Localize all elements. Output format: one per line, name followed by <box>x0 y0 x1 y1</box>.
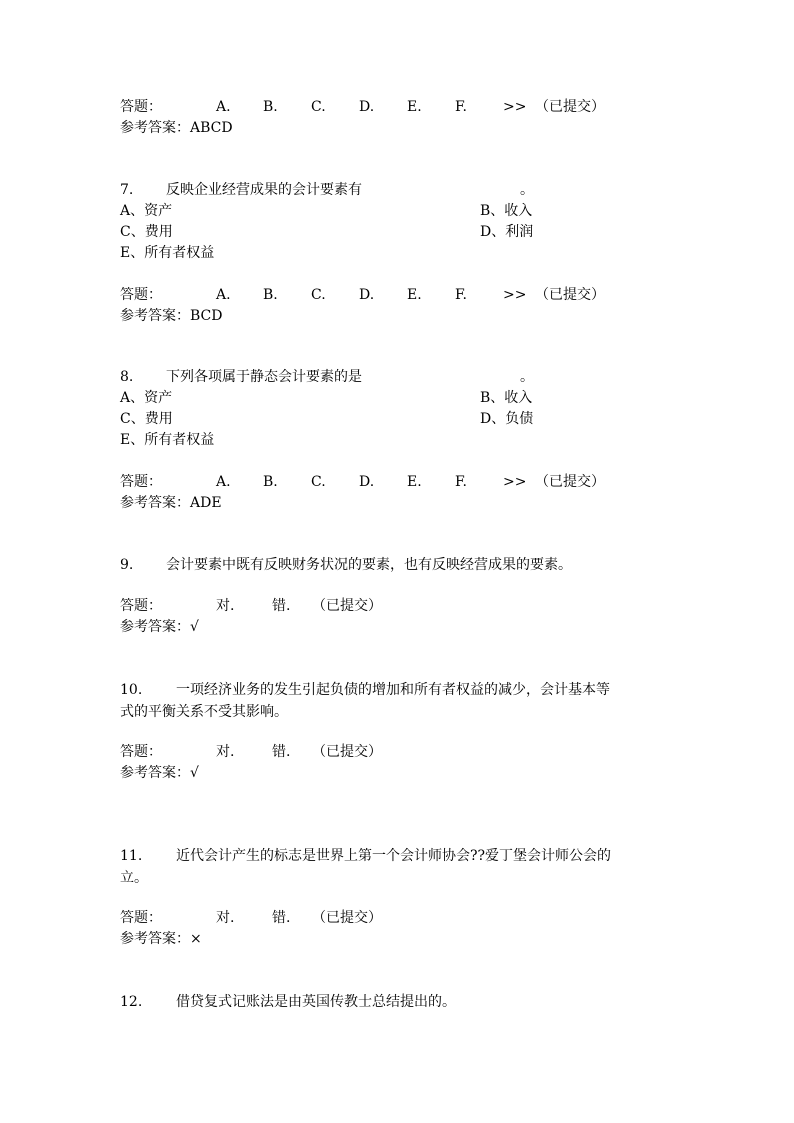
choice-c[interactable]: C. <box>311 287 326 303</box>
option-c: C、费用 <box>120 224 173 240</box>
question-9 <box>120 555 572 575</box>
status-text: （已提交） <box>312 910 382 926</box>
answer-row <box>0 285 794 305</box>
answer-row <box>0 596 794 616</box>
blank-end: 。 <box>520 369 534 385</box>
status-text: （已提交） <box>535 287 605 303</box>
question-12 <box>120 992 456 1012</box>
question-text-continued: 立。 <box>120 870 148 886</box>
false-choice[interactable]: 错. <box>272 744 291 760</box>
choice-d[interactable]: D. <box>359 99 375 115</box>
choice-e[interactable]: E. <box>407 287 422 303</box>
answer-label: 答题： <box>120 598 162 614</box>
reference-value: × <box>190 931 202 947</box>
next-link[interactable]: >> <box>503 474 527 490</box>
reference-label: 参考答案： <box>120 765 190 781</box>
answer-label: 答题： <box>120 744 162 760</box>
question-number: 10. <box>120 682 143 698</box>
choice-f[interactable]: F. <box>455 99 467 115</box>
answer-label: 答题： <box>120 287 162 303</box>
option-e: E、所有者权益 <box>120 245 215 261</box>
choice-b[interactable]: B. <box>263 474 278 490</box>
choice-f[interactable]: F. <box>455 287 467 303</box>
option-a: A、资产 <box>120 203 173 219</box>
choice-c[interactable]: C. <box>311 99 326 115</box>
reference-value: √ <box>190 765 199 781</box>
reference-answer <box>120 617 199 637</box>
reference-label: 参考答案： <box>120 495 190 511</box>
option-d: D、利润 <box>480 224 534 240</box>
reference-label: 参考答案： <box>120 308 190 324</box>
question-text: 反映企业经营成果的会计要素有 <box>166 182 362 198</box>
question-number: 12. <box>120 994 143 1010</box>
question-text: 一项经济业务的发生引起负债的增加和所有者权益的减少，会计基本等 <box>176 682 610 698</box>
answer-label: 答题： <box>120 474 162 490</box>
question-text: 近代会计产生的标志是世界上第一个会计师协会??爱丁堡会计师公会的 <box>176 848 612 864</box>
question-8 <box>120 367 362 387</box>
reference-label: 参考答案： <box>120 931 190 947</box>
reference-answer <box>120 493 222 513</box>
reference-answer <box>120 118 233 138</box>
question-text: 下列各项属于静态会计要素的是 <box>166 369 362 385</box>
answer-row <box>0 97 794 117</box>
question-10 <box>120 680 610 700</box>
question-number: 11. <box>120 848 143 864</box>
reference-answer <box>120 763 199 783</box>
question-text-continued: 式的平衡关系不受其影响。 <box>120 704 288 720</box>
option-c: C、费用 <box>120 411 173 427</box>
answer-row <box>0 742 794 762</box>
reference-value: ADE <box>190 495 222 511</box>
choice-e[interactable]: E. <box>407 474 422 490</box>
false-choice[interactable]: 错. <box>272 598 291 614</box>
choice-f[interactable]: F. <box>455 474 467 490</box>
question-text: 会计要素中既有反映财务状况的要素，也有反映经营成果的要素。 <box>166 557 572 573</box>
true-choice[interactable]: 对. <box>216 598 235 614</box>
question-7 <box>120 180 362 200</box>
reference-label: 参考答案： <box>120 120 190 136</box>
question-number: 9. <box>120 557 134 573</box>
reference-value: √ <box>190 619 199 635</box>
choice-b[interactable]: B. <box>263 99 278 115</box>
option-e: E、所有者权益 <box>120 432 215 448</box>
choice-c[interactable]: C. <box>311 474 326 490</box>
false-choice[interactable]: 错. <box>272 910 291 926</box>
true-choice[interactable]: 对. <box>216 910 235 926</box>
option-d: D、负债 <box>480 411 534 427</box>
question-number: 7. <box>120 182 134 198</box>
choice-e[interactable]: E. <box>407 99 422 115</box>
answer-row <box>0 472 794 492</box>
reference-answer <box>120 929 202 949</box>
choice-a[interactable]: A. <box>216 99 231 115</box>
status-text: （已提交） <box>312 744 382 760</box>
question-number: 8. <box>120 369 134 385</box>
answer-row <box>0 908 794 928</box>
choice-b[interactable]: B. <box>263 287 278 303</box>
reference-label: 参考答案： <box>120 619 190 635</box>
next-link[interactable]: >> <box>503 99 527 115</box>
status-text: （已提交） <box>312 598 382 614</box>
status-text: （已提交） <box>535 99 605 115</box>
question-11 <box>120 846 611 866</box>
question-text: 借贷复式记账法是由英国传教士总结提出的。 <box>176 994 456 1010</box>
reference-value: BCD <box>190 308 223 324</box>
choice-a[interactable]: A. <box>216 287 231 303</box>
status-text: （已提交） <box>535 474 605 490</box>
choice-d[interactable]: D. <box>359 474 375 490</box>
choice-d[interactable]: D. <box>359 287 375 303</box>
reference-value: ABCD <box>190 120 233 136</box>
next-link[interactable]: >> <box>503 287 527 303</box>
option-a: A、资产 <box>120 390 173 406</box>
reference-answer <box>120 306 222 326</box>
answer-label: 答题： <box>120 910 162 926</box>
option-b: B、收入 <box>480 390 533 406</box>
choice-a[interactable]: A. <box>216 474 231 490</box>
blank-end: 。 <box>520 182 534 198</box>
true-choice[interactable]: 对. <box>216 744 235 760</box>
answer-label: 答题： <box>120 99 162 115</box>
option-b: B、收入 <box>480 203 533 219</box>
